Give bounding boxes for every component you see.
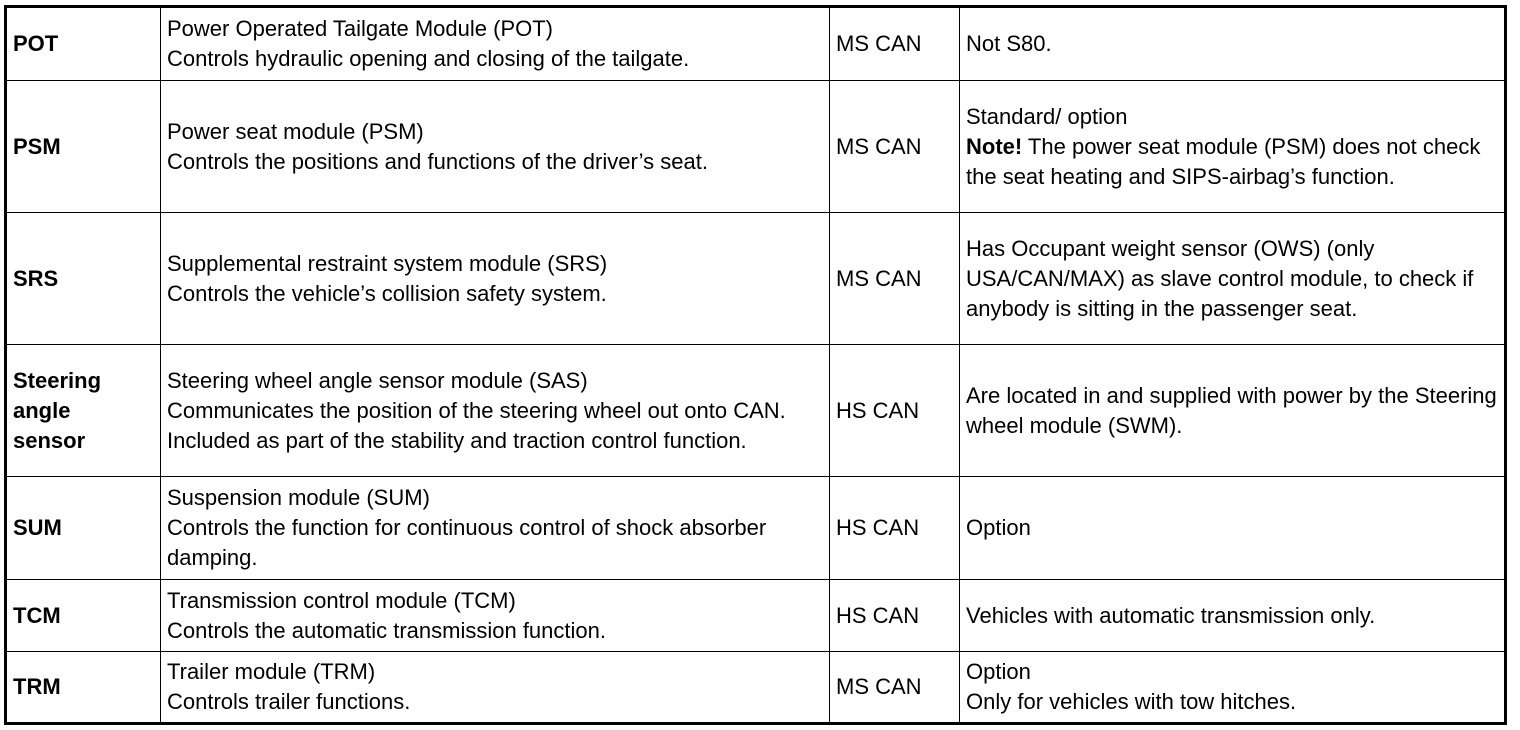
module-function: Communicates the position of the steering wheel out onto CAN. Included as part of the stability and traction control function.: [167, 397, 786, 453]
module-code-cell: [6, 580, 161, 652]
remark-note: [966, 132, 1499, 192]
table-row: [6, 477, 1506, 580]
bus-type: HS CAN: [836, 602, 920, 628]
remark-line: Only for vehicles with tow hitches.: [966, 689, 1297, 714]
module-description-cell: [161, 477, 830, 580]
module-description-cell: [161, 213, 830, 345]
bus-cell: [830, 345, 960, 477]
table-row: [6, 81, 1506, 213]
bus-cell: [830, 652, 960, 724]
module-code-cell: [6, 652, 161, 724]
table-row: [6, 345, 1506, 477]
module-function: Controls trailer functions.: [167, 689, 411, 714]
module-name: Suspension module (SUM): [167, 485, 430, 510]
bus-cell: [830, 477, 960, 580]
bus-cell: [830, 580, 960, 652]
module-function: Controls hydraulic opening and closing of the tailgate.: [167, 46, 690, 71]
module-description-cell: [161, 81, 830, 213]
remark-line: Option: [966, 659, 1031, 684]
module-code: SUM: [13, 515, 62, 540]
remark-line: Are located in and supplied with power by the Steering wheel module (SWM).: [966, 382, 1497, 438]
remark-cell: [960, 345, 1506, 477]
remark-cell: [960, 213, 1506, 345]
remark-cell: [960, 7, 1506, 81]
module-function: Controls the automatic transmission function.: [167, 617, 606, 643]
note-text: The power seat module (PSM) does not check the seat heating and SIPS-airbag’s function.: [966, 133, 1481, 189]
module-code: SRS: [13, 265, 59, 291]
remark-line: Standard/ option: [966, 103, 1128, 129]
module-name: Power Operated Tailgate Module (POT): [167, 16, 553, 41]
module-description-cell: [161, 652, 830, 724]
module-name: Steering wheel angle sensor module (SAS): [167, 367, 588, 393]
module-code: PSM: [13, 133, 61, 159]
bus-type: MS CAN: [836, 31, 922, 56]
module-code-cell: [6, 81, 161, 213]
table-row: [6, 213, 1506, 345]
table-row: [6, 652, 1506, 724]
bus-type: MS CAN: [836, 674, 922, 699]
module-name: Power seat module (PSM): [167, 118, 424, 144]
module-code-cell: [6, 7, 161, 81]
remark-line: Vehicles with automatic transmission only.: [966, 602, 1376, 628]
module-function: Controls the vehicle’s collision safety system.: [167, 280, 607, 306]
bus-cell: [830, 7, 960, 81]
control-module-table: [4, 5, 1507, 725]
module-code-cell: [6, 477, 161, 580]
table-row: [6, 7, 1506, 81]
bus-type: MS CAN: [836, 133, 922, 159]
remark-cell: [960, 580, 1506, 652]
note-label: Note!: [966, 133, 1023, 159]
table-row: [6, 580, 1506, 652]
remark-line: Option: [966, 515, 1031, 540]
module-code: TRM: [13, 674, 61, 699]
bus-cell: [830, 213, 960, 345]
module-name: Trailer module (TRM): [167, 659, 376, 684]
bus-type: MS CAN: [836, 265, 922, 291]
module-description-cell: [161, 580, 830, 652]
remark-cell: [960, 477, 1506, 580]
module-description-cell: [161, 345, 830, 477]
remark-line: Not S80.: [966, 31, 1052, 56]
remark-cell: [960, 652, 1506, 724]
remark-line: Has Occupant weight sensor (OWS) (only USA/CAN/MAX) as slave control module, to check if anybody is sitting in the passenger seat.: [966, 235, 1474, 321]
module-description-cell: [161, 7, 830, 81]
module-name: Transmission control module (TCM): [167, 587, 516, 613]
bus-type: HS CAN: [836, 515, 920, 540]
module-code-cell: [6, 345, 161, 477]
module-code: POT: [13, 31, 59, 56]
module-code: Steering angle sensor: [13, 367, 102, 453]
module-code-cell: [6, 213, 161, 345]
bus-type: HS CAN: [836, 397, 920, 423]
module-function: Controls the function for continuous control of shock absorber damping.: [167, 515, 767, 570]
bus-cell: [830, 81, 960, 213]
module-function: Controls the positions and functions of the driver’s seat.: [167, 148, 708, 174]
module-name: Supplemental restraint system module (SRS): [167, 250, 608, 276]
module-code: TCM: [13, 602, 61, 628]
remark-cell: [960, 81, 1506, 213]
